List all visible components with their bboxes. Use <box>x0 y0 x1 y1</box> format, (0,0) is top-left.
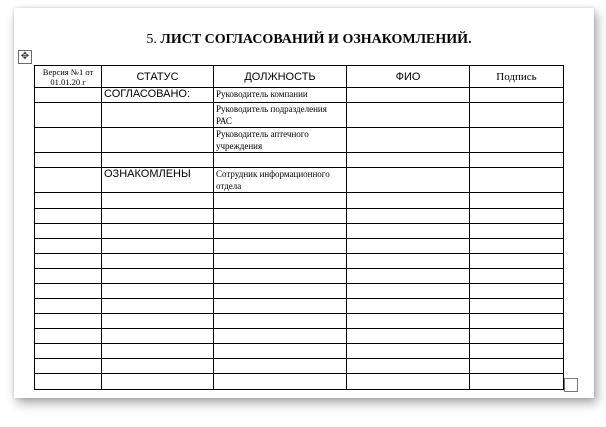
cell-signature[interactable] <box>470 359 564 374</box>
cell-status[interactable] <box>102 359 214 374</box>
cell-version[interactable] <box>35 359 102 374</box>
cell-position[interactable] <box>214 209 347 224</box>
cell-signature[interactable] <box>470 193 564 209</box>
table-row <box>35 239 564 254</box>
cell-name[interactable] <box>347 168 470 193</box>
cell-version[interactable] <box>35 299 102 314</box>
title-number: 5. <box>146 32 157 47</box>
cell-signature[interactable] <box>470 254 564 269</box>
table-row <box>35 329 564 344</box>
cell-signature[interactable] <box>470 374 564 390</box>
cell-position[interactable] <box>214 299 347 314</box>
cell-status[interactable] <box>102 284 214 299</box>
table-row <box>35 374 564 390</box>
cell-signature[interactable] <box>470 314 564 329</box>
cell-position[interactable]: Руководитель аптечного учреждения <box>214 128 347 153</box>
cell-version[interactable] <box>35 374 102 390</box>
cell-signature[interactable] <box>470 299 564 314</box>
cell-status[interactable] <box>102 239 214 254</box>
cell-position[interactable] <box>214 359 347 374</box>
cell-status[interactable] <box>102 153 214 168</box>
header-status: СТАТУС <box>102 66 214 88</box>
approval-table <box>34 65 564 390</box>
cell-position[interactable] <box>214 239 347 254</box>
table-resize-handle[interactable] <box>564 378 578 392</box>
cell-version[interactable] <box>35 269 102 284</box>
table-row <box>35 128 564 153</box>
table-row <box>35 269 564 284</box>
cell-name[interactable] <box>347 128 470 153</box>
cell-signature[interactable] <box>470 88 564 103</box>
table-row <box>35 359 564 374</box>
table-row <box>35 284 564 299</box>
title-text: ЛИСТ СОГЛАСОВАНИЙ И ОЗНАКОМЛЕНИЙ <box>160 32 469 47</box>
cell-status[interactable] <box>102 344 214 359</box>
cell-name[interactable] <box>347 284 470 299</box>
cell-status[interactable] <box>102 254 214 269</box>
cell-name[interactable] <box>347 374 470 390</box>
cell-name[interactable] <box>347 224 470 239</box>
header-name: ФИО <box>347 66 470 88</box>
cell-position[interactable]: Руководитель подразделения РАС <box>214 103 347 128</box>
cell-name[interactable] <box>347 329 470 344</box>
cell-version[interactable] <box>35 314 102 329</box>
cell-signature[interactable] <box>470 239 564 254</box>
cell-version[interactable] <box>35 88 102 103</box>
cell-status[interactable]: ОЗНАКОМЛЕНЫ <box>102 168 214 193</box>
cell-status[interactable] <box>102 193 214 209</box>
cell-version[interactable] <box>35 193 102 209</box>
cell-version[interactable] <box>35 344 102 359</box>
table-row <box>35 153 564 168</box>
table-row <box>35 168 564 193</box>
cell-version[interactable] <box>35 254 102 269</box>
cell-position[interactable] <box>214 153 347 168</box>
cell-status[interactable] <box>102 209 214 224</box>
cell-status[interactable] <box>102 103 214 128</box>
table-row <box>35 88 564 103</box>
cell-status[interactable] <box>102 314 214 329</box>
cell-name[interactable] <box>347 269 470 284</box>
cell-version[interactable] <box>35 224 102 239</box>
cell-signature[interactable] <box>470 224 564 239</box>
cell-signature[interactable] <box>470 329 564 344</box>
table-row <box>35 344 564 359</box>
table-header-row <box>35 66 564 88</box>
cell-position[interactable] <box>214 329 347 344</box>
cell-name[interactable] <box>347 103 470 128</box>
cell-name[interactable] <box>347 239 470 254</box>
cell-name[interactable] <box>347 359 470 374</box>
cell-name[interactable] <box>347 209 470 224</box>
cell-position[interactable] <box>214 254 347 269</box>
cell-signature[interactable] <box>470 269 564 284</box>
header-version: Версия №1 от 01.01.20 г <box>35 66 102 88</box>
cell-status[interactable] <box>102 128 214 153</box>
cell-name[interactable] <box>347 254 470 269</box>
cell-position[interactable]: Сотрудник информационного отдела <box>214 168 347 193</box>
cell-version[interactable] <box>35 239 102 254</box>
table-move-handle-icon[interactable]: ✥ <box>18 50 32 64</box>
cell-version[interactable] <box>35 103 102 128</box>
cell-version[interactable] <box>35 128 102 153</box>
cell-name[interactable] <box>347 299 470 314</box>
cell-position[interactable] <box>214 284 347 299</box>
cell-version[interactable] <box>35 209 102 224</box>
cell-signature[interactable] <box>470 284 564 299</box>
cell-position[interactable] <box>214 374 347 390</box>
cell-status[interactable]: СОГЛАСОВАНО: <box>102 88 214 103</box>
cell-position[interactable] <box>214 224 347 239</box>
page-title <box>14 32 604 48</box>
table-row <box>35 224 564 239</box>
cell-signature[interactable] <box>470 344 564 359</box>
cell-status[interactable] <box>102 374 214 390</box>
cell-name[interactable] <box>347 344 470 359</box>
table-row <box>35 209 564 224</box>
cell-position[interactable] <box>214 193 347 209</box>
cell-signature[interactable] <box>470 153 564 168</box>
cell-version[interactable] <box>35 153 102 168</box>
table-row <box>35 299 564 314</box>
cell-position[interactable]: Руководитель компании <box>214 88 347 103</box>
cell-name[interactable] <box>347 193 470 209</box>
table-row <box>35 254 564 269</box>
title-period: . <box>468 32 472 47</box>
cell-position[interactable] <box>214 269 347 284</box>
cell-signature[interactable] <box>470 103 564 128</box>
table-row <box>35 193 564 209</box>
cell-name[interactable] <box>347 314 470 329</box>
cell-position[interactable] <box>214 344 347 359</box>
table-row <box>35 314 564 329</box>
cell-name[interactable] <box>347 88 470 103</box>
header-position: ДОЛЖНОСТЬ <box>214 66 347 88</box>
cell-signature[interactable] <box>470 128 564 153</box>
cell-status[interactable] <box>102 269 214 284</box>
cell-name[interactable] <box>347 153 470 168</box>
cell-status[interactable] <box>102 299 214 314</box>
header-signature: Подпись <box>470 66 564 88</box>
cell-version[interactable] <box>35 168 102 193</box>
table-row <box>35 103 564 128</box>
cell-status[interactable] <box>102 224 214 239</box>
cell-signature[interactable] <box>470 168 564 193</box>
cell-status[interactable] <box>102 329 214 344</box>
cell-version[interactable] <box>35 284 102 299</box>
cell-version[interactable] <box>35 329 102 344</box>
cell-position[interactable] <box>214 314 347 329</box>
cell-signature[interactable] <box>470 209 564 224</box>
